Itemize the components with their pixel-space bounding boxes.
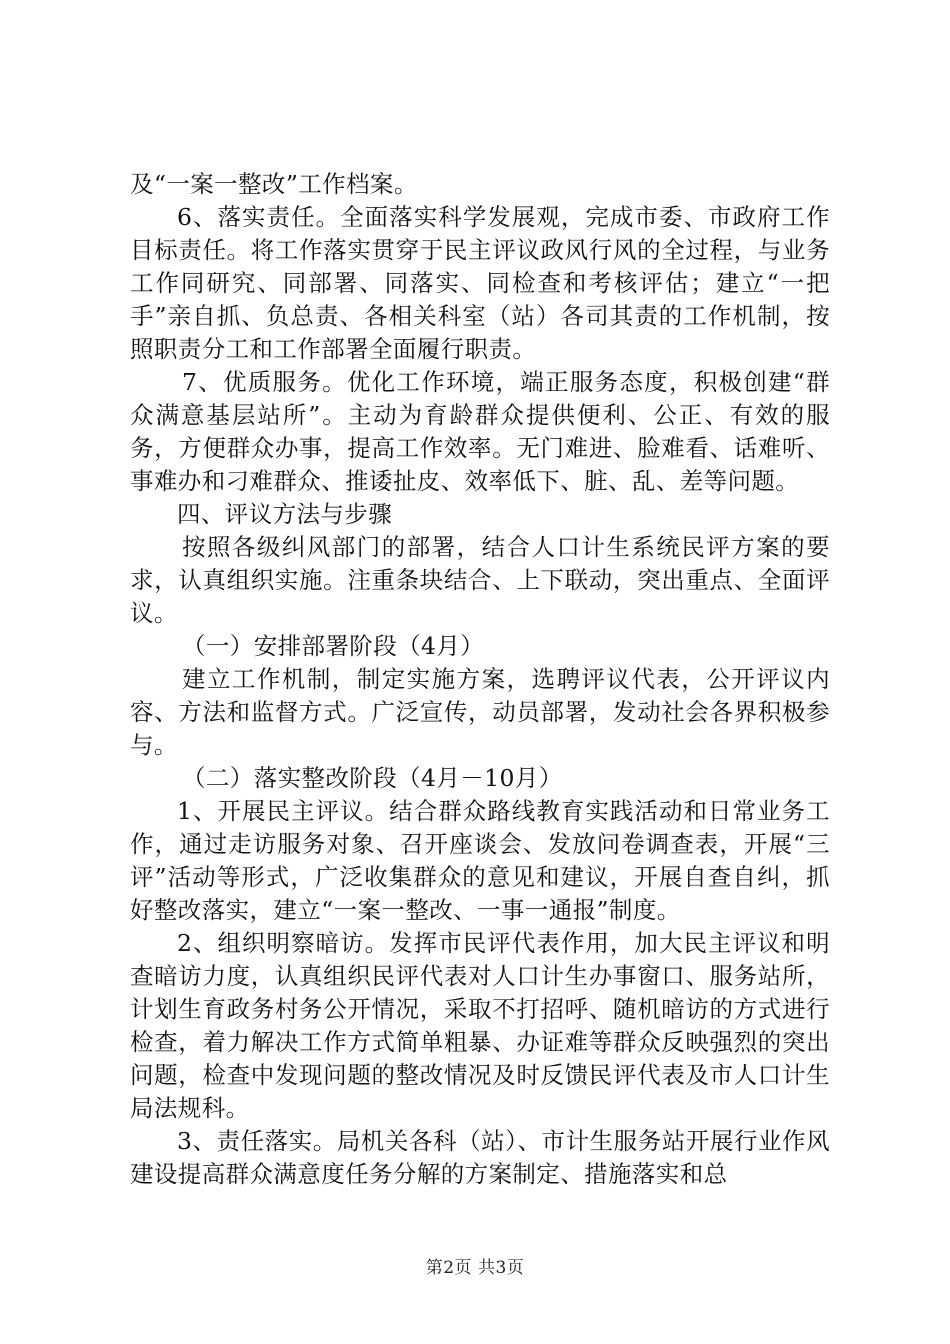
paragraph-archive-closing: 及“一案一整改”工作档案。 bbox=[130, 170, 418, 198]
subheading-stage-one: （一）安排部署阶段（4月） bbox=[182, 632, 485, 660]
section-heading-methods: 四、评议方法与步骤 bbox=[177, 500, 393, 528]
paragraph-stage-one: 建立工作机制，制定实施方案，选聘评议代表，公开评议内容、方法和监督方式。广泛宣传，动员部署，发动社会各界积极参与。 bbox=[130, 665, 830, 759]
paragraph-quality-service: 7、优质服务。优化工作环境，端正服务态度，积极创建“群众满意基层站所”。主动为育龄群众提供便利、公正、有效的服务，方便群众办事，提高工作效率。无门难进、脸难看、话难听、事难办和刁难群众、推诿扯皮、效率低下、脏、乱、差等问题。 bbox=[130, 368, 830, 495]
paragraph-democratic-review: 1、开展民主评议。结合群众路线教育实践活动和日常业务工作，通过走访服务对象、召开座谈会、发放问卷调查表，开展“三评”活动等形式，广泛收集群众的意见和建议，开展自查自纠，抓好整改落实，建立“一案一整改、一事一通报”制度。 bbox=[130, 797, 830, 924]
document-body bbox=[130, 168, 830, 1191]
paragraph-accountability: 3、责任落实。局机关各科（站）、市计生服务站开展行业作风建设提高群众满意度任务分解的方案制定、措施落实和总 bbox=[130, 1127, 830, 1188]
page-number-footer: 第2页 共3页 bbox=[425, 1258, 525, 1278]
paragraph-responsibility: 6、落实责任。全面落实科学发展观，完成市委、市政府工作目标责任。将工作落实贯穿于民主评议政风行风的全过程，与业务工作同研究、同部署、同落实、同检查和考核评估；建立“一把手”亲自抓、负总责、各相关科室（站）各司其责的工作机制，按照职责分工和工作部署全面履行职责。 bbox=[130, 203, 830, 363]
paragraph-methods-intro: 按照各级纠风部门的部署，结合人口计生系统民评方案的要求，认真组织实施。注重条块结合、上下联动，突出重点、全面评议。 bbox=[130, 533, 830, 627]
paragraph-inspection: 2、组织明察暗访。发挥市民评代表作用，加大民主评议和明查暗访力度，认真组织民评代表对人口计生办事窗口、服务站所，计划生育政务村务公开情况，采取不打招呼、随机暗访的方式进行检查，着力解决工作方式简单粗暴、办证难等群众反映强烈的突出问题，检查中发现问题的整改情况及时反馈民评代表及市人口计生局法规科。 bbox=[130, 929, 830, 1122]
subheading-stage-two: （二）落实整改阶段（4月－10月） bbox=[182, 764, 563, 792]
